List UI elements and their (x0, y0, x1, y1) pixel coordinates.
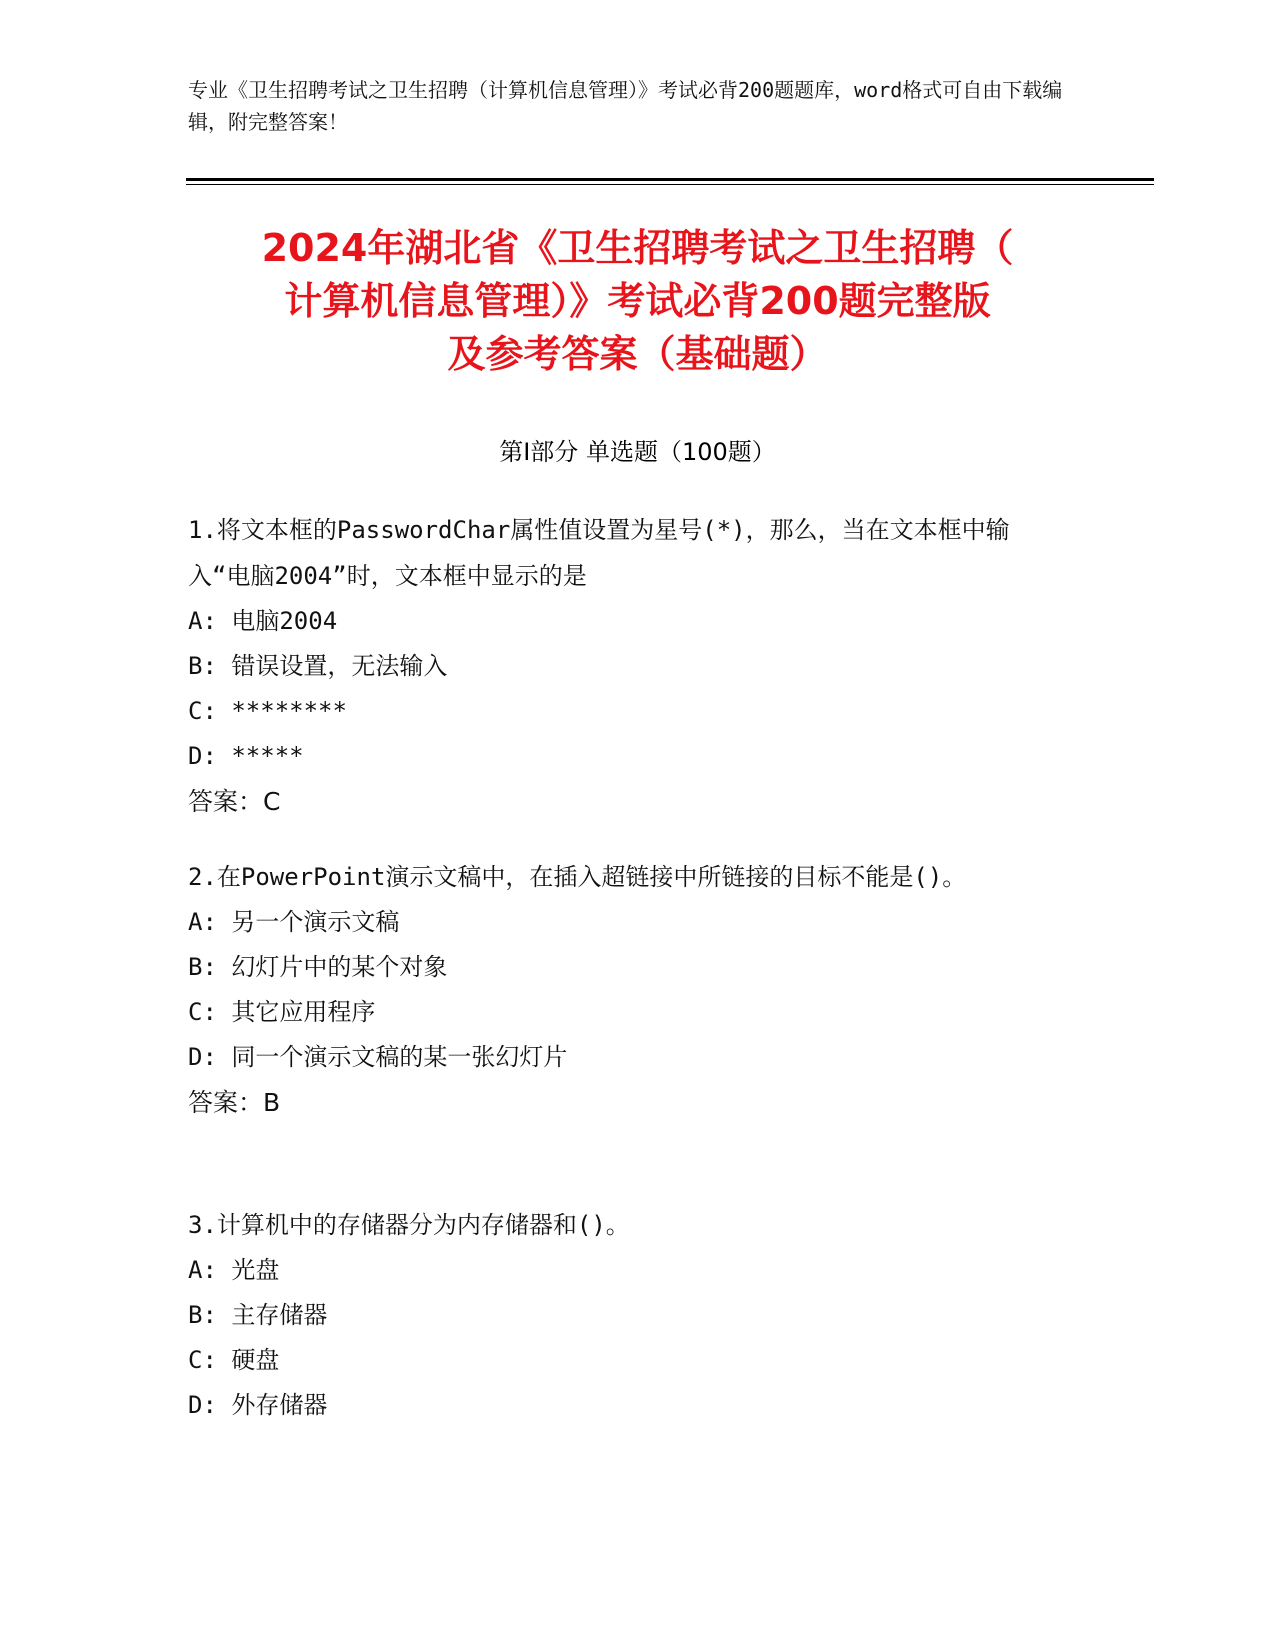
question-2-option-b: B: 幻灯片中的某个对象 (188, 953, 448, 981)
document-title (170, 222, 1105, 381)
document-title-line-3: 及参考答案（基础题） (447, 332, 828, 376)
question-3-option-b: B: 主存储器 (188, 1301, 328, 1329)
question-1-stem: 1.将文本框的PasswordChar属性值设置为星号(*)，那么，当在文本框中输入“电脑2004”时，文本框中显示的是 (188, 516, 1010, 590)
document-title-line-1: 2024年湖北省《卫生招聘考试之卫生招聘（ (261, 226, 1014, 270)
question-2-option-c: C: 其它应用程序 (188, 998, 376, 1026)
question-3-option-a: A: 光盘 (188, 1256, 280, 1284)
question-2-option-a: A: 另一个演示文稿 (188, 908, 400, 936)
question-3 (188, 1202, 1068, 1428)
document-title-line-2: 计算机信息管理）》考试必背200题完整版 (284, 279, 991, 323)
question-1-option-a: A: 电脑2004 (188, 607, 338, 635)
question-1-answer: 答案：C (188, 787, 281, 816)
question-3-stem: 3.计算机中的存储器分为内存储器和()。 (188, 1211, 630, 1239)
page-header-text: 专业《卫生招聘考试之卫生招聘（计算机信息管理）》考试必背200题题库，word格式可自由下载编辑，附完整答案！ (188, 78, 1063, 134)
question-2 (188, 854, 1068, 1126)
question-1-option-d: D: ***** (188, 742, 304, 770)
section-heading: 第Ⅰ部分 单选题（100题） (499, 438, 776, 466)
question-1 (188, 507, 1068, 825)
header-rule-thin (186, 184, 1154, 185)
header-rule-thick (186, 178, 1154, 181)
question-1-option-c: C: ******** (188, 697, 347, 725)
question-2-option-d: D: 同一个演示文稿的某一张幻灯片 (188, 1043, 568, 1071)
question-2-answer: 答案：B (188, 1088, 281, 1117)
question-3-option-d: D: 外存储器 (188, 1391, 328, 1419)
question-3-option-c: C: 硬盘 (188, 1346, 280, 1374)
question-1-option-b: B: 错误设置，无法输入 (188, 652, 448, 680)
question-2-stem: 2.在PowerPoint演示文稿中，在插入超链接中所链接的目标不能是()。 (188, 863, 967, 891)
